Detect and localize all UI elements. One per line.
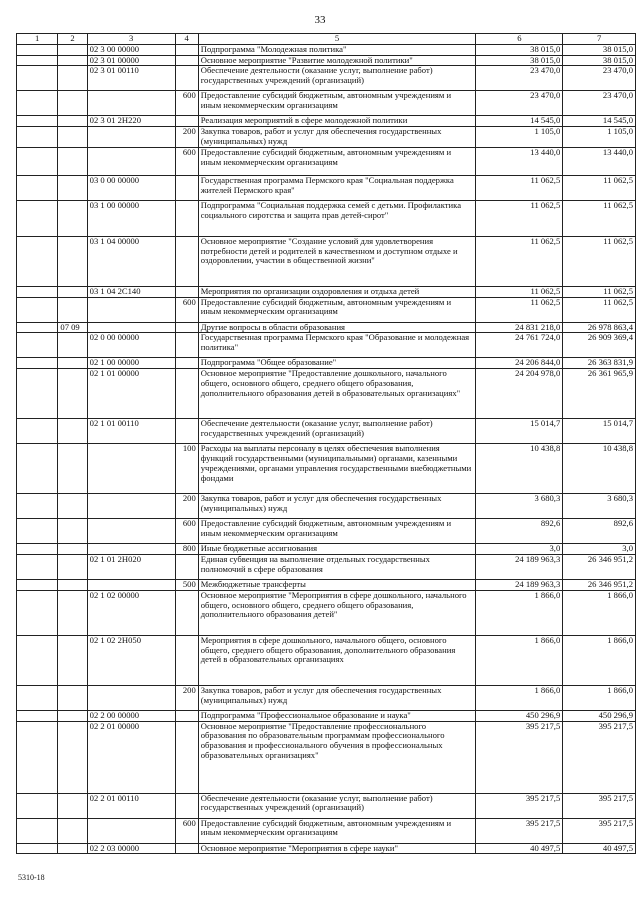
expense-type-cell: 200 [175,685,198,710]
amount-2019-cell: 24 189 963,3 [476,579,563,590]
expense-type-cell [175,721,198,793]
description-cell: Предоставление субсидий бюджетным, автономным учреждениям и иным некоммерческим организациям [198,147,476,175]
section-cell [17,544,58,555]
section-cell [17,444,58,494]
description-cell: Предоставление субсидий бюджетным, автономным учреждениям и иным некоммерческим организациям [198,818,476,843]
subsection-cell [58,44,87,55]
page-number: 33 [314,14,326,26]
subsection-cell [58,721,87,793]
amount-2019-cell: 23 470,0 [476,91,563,116]
description-cell: Подпрограмма "Молодежная политика" [198,44,476,55]
target-code-cell [87,579,175,590]
subsection-cell [58,200,87,236]
amount-2020-cell: 3,0 [563,544,636,555]
amount-2020-cell: 11 062,5 [563,200,636,236]
expense-type-cell: 600 [175,818,198,843]
table-row [17,236,636,286]
section-cell [17,91,58,116]
subsection-cell [58,286,87,297]
target-code-cell: 02 1 01 00000 [87,369,175,419]
subsection-cell [58,793,87,818]
target-code-cell [87,91,175,116]
target-code-cell: 02 3 00 00000 [87,44,175,55]
table-row [17,793,636,818]
table-row [17,358,636,369]
section-cell [17,322,58,333]
section-cell [17,286,58,297]
table-row [17,147,636,175]
subsection-cell [58,66,87,91]
target-code-cell: 02 1 01 2Н020 [87,554,175,579]
description-cell: Иные бюджетные ассигнования [198,544,476,555]
section-cell [17,494,58,519]
expense-type-cell [175,66,198,91]
expense-type-cell [175,175,198,200]
amount-2020-cell: 11 062,5 [563,297,636,322]
description-cell: Предоставление субсидий бюджетным, автономным учреждениям и иным некоммерческим организациям [198,519,476,544]
description-cell: Обеспечение деятельности (оказание услуг, выполнение работ) государственных учреждений (организаций) [198,793,476,818]
amount-2020-cell: 1 866,0 [563,590,636,635]
expense-type-cell [175,554,198,579]
amount-2020-cell: 26 361 965,9 [563,369,636,419]
table-row [17,519,636,544]
description-cell: Государственная программа Пермского края "Социальная поддержка жителей Пермского края" [198,175,476,200]
subsection-cell [58,685,87,710]
table-row [17,444,636,494]
description-cell: Другие вопросы в области образования [198,322,476,333]
target-code-cell [87,544,175,555]
expense-type-cell [175,55,198,66]
table-row [17,116,636,127]
amount-2019-cell: 3,0 [476,544,563,555]
amount-2019-cell: 450 296,9 [476,710,563,721]
amount-2019-cell: 11 062,5 [476,236,563,286]
amount-2020-cell: 40 497,5 [563,843,636,854]
description-cell: Основное мероприятие "Создание условий для удовлетворения потребности детей и родителей в качественном и доступном отдыхе и оздоровлении, участии в общественной жизни" [198,236,476,286]
header-col-5: 5 [198,34,476,45]
table-row [17,721,636,793]
description-cell: Реализация мероприятий в сфере молодежной политики [198,116,476,127]
table-row [17,494,636,519]
expense-type-cell [175,44,198,55]
subsection-cell [58,444,87,494]
expense-type-cell: 600 [175,519,198,544]
subsection-cell [58,818,87,843]
description-cell: Мероприятия в сфере дошкольного, начального общего, основного общего, среднего общего образования, дополнительного образования детей в образовательных организациях [198,635,476,685]
expense-type-cell [175,200,198,236]
subsection-cell [58,116,87,127]
subsection-cell [58,419,87,444]
expense-type-cell: 600 [175,297,198,322]
amount-2020-cell: 11 062,5 [563,286,636,297]
table-row [17,127,636,148]
amount-2019-cell: 892,6 [476,519,563,544]
amount-2020-cell: 13 440,0 [563,147,636,175]
amount-2020-cell: 26 363 831,9 [563,358,636,369]
subsection-cell [58,554,87,579]
section-cell [17,333,58,358]
description-cell: Закупка товаров, работ и услуг для обеспечения государственных (муниципальных) нужд [198,494,476,519]
expense-type-cell [175,236,198,286]
expense-type-cell [175,286,198,297]
description-cell: Основное мероприятие "Мероприятия в сфере дошкольного, начального общего, основного общего, среднего общего образования, дополнительного образования детей" [198,590,476,635]
amount-2020-cell: 11 062,5 [563,175,636,200]
amount-2020-cell: 38 015,0 [563,55,636,66]
target-code-cell: 02 1 00 00000 [87,358,175,369]
description-cell: Межбюджетные трансферты [198,579,476,590]
header-col-4: 4 [175,34,198,45]
table-header-row [17,34,636,45]
expense-type-cell: 200 [175,127,198,148]
description-cell: Мероприятия по организации оздоровления и отдыха детей [198,286,476,297]
amount-2020-cell: 10 438,8 [563,444,636,494]
amount-2020-cell: 892,6 [563,519,636,544]
section-cell [17,127,58,148]
table-row [17,369,636,419]
subsection-cell [58,369,87,419]
section-cell [17,369,58,419]
table-row [17,200,636,236]
description-cell: Подпрограмма "Социальная поддержка семей с детьми. Профилактика социального сиротства и защита прав детей-сирот" [198,200,476,236]
subsection-cell [58,519,87,544]
header-col-7: 7 [563,34,636,45]
amount-2019-cell: 24 761 724,0 [476,333,563,358]
amount-2019-cell: 38 015,0 [476,55,563,66]
section-cell [17,66,58,91]
expense-type-cell [175,590,198,635]
amount-2020-cell: 26 978 863,4 [563,322,636,333]
table-row [17,91,636,116]
section-cell [17,843,58,854]
expense-type-cell: 600 [175,91,198,116]
amount-2019-cell: 395 217,5 [476,818,563,843]
table-row [17,579,636,590]
amount-2020-cell: 14 545,0 [563,116,636,127]
subsection-cell [58,635,87,685]
table-row [17,635,636,685]
subsection-cell [58,91,87,116]
subsection-cell [58,710,87,721]
section-cell [17,419,58,444]
target-code-cell: 02 2 01 00000 [87,721,175,793]
section-cell [17,44,58,55]
target-code-cell: 02 3 01 00000 [87,55,175,66]
amount-2019-cell: 13 440,0 [476,147,563,175]
footer-code: 5310-18 [18,873,45,882]
subsection-cell [58,127,87,148]
section-cell [17,818,58,843]
subsection-cell [58,579,87,590]
amount-2019-cell: 40 497,5 [476,843,563,854]
section-cell [17,200,58,236]
section-cell [17,635,58,685]
subsection-cell [58,843,87,854]
description-cell: Предоставление субсидий бюджетным, автономным учреждениям и иным некоммерческим организациям [198,91,476,116]
expense-type-cell: 200 [175,494,198,519]
target-code-cell [87,685,175,710]
amount-2020-cell: 1 866,0 [563,685,636,710]
amount-2019-cell: 38 015,0 [476,44,563,55]
table-row [17,685,636,710]
subsection-cell [58,544,87,555]
description-cell: Расходы на выплаты персоналу в целях обеспечения выполнения функций государственными (муниципальными) органами, казенными учреждениями, органами управления государственными внебюджетными фондами [198,444,476,494]
description-cell: Предоставление субсидий бюджетным, автономным учреждениям и иным некоммерческим организациям [198,297,476,322]
target-code-cell [87,444,175,494]
description-cell: Подпрограмма "Общее образование" [198,358,476,369]
table-row [17,554,636,579]
section-cell [17,721,58,793]
description-cell: Закупка товаров, работ и услуг для обеспечения государственных (муниципальных) нужд [198,685,476,710]
description-cell: Государственная программа Пермского края "Образование и молодежная политика" [198,333,476,358]
section-cell [17,116,58,127]
subsection-cell [58,494,87,519]
description-cell: Обеспечение деятельности (оказание услуг, выполнение работ) государственных учреждений (организаций) [198,419,476,444]
amount-2020-cell: 395 217,5 [563,793,636,818]
expense-type-cell: 600 [175,147,198,175]
expense-type-cell [175,635,198,685]
target-code-cell: 03 1 04 00000 [87,236,175,286]
table-row [17,44,636,55]
description-cell: Основное мероприятие "Развитие молодежной политики" [198,55,476,66]
amount-2020-cell: 3 680,3 [563,494,636,519]
expense-type-cell [175,358,198,369]
table-row [17,544,636,555]
header-col-2: 2 [58,34,87,45]
subsection-cell [58,55,87,66]
amount-2020-cell: 26 909 369,4 [563,333,636,358]
target-code-cell: 02 0 00 00000 [87,333,175,358]
amount-2020-cell: 395 217,5 [563,818,636,843]
expense-type-cell [175,793,198,818]
subsection-cell: 07 09 [58,322,87,333]
amount-2020-cell: 1 105,0 [563,127,636,148]
table-row [17,843,636,854]
target-code-cell [87,297,175,322]
description-cell: Основное мероприятие "Предоставление дошкольного, начального общего, основного общего, среднего общего образования, дополнительного образования детей в образовательных организациях" [198,369,476,419]
description-cell: Закупка товаров, работ и услуг для обеспечения государственных (муниципальных) нужд [198,127,476,148]
target-code-cell: 02 2 01 00110 [87,793,175,818]
subsection-cell [58,590,87,635]
amount-2020-cell: 26 346 951,2 [563,579,636,590]
section-cell [17,710,58,721]
amount-2019-cell: 1 866,0 [476,635,563,685]
target-code-cell [87,818,175,843]
subsection-cell [58,358,87,369]
table-row [17,175,636,200]
amount-2019-cell: 14 545,0 [476,116,563,127]
amount-2019-cell: 24 189 963,3 [476,554,563,579]
target-code-cell: 02 2 03 00000 [87,843,175,854]
section-cell [17,590,58,635]
target-code-cell [87,519,175,544]
section-cell [17,175,58,200]
target-code-cell [87,494,175,519]
section-cell [17,685,58,710]
expense-type-cell: 800 [175,544,198,555]
amount-2019-cell: 11 062,5 [476,297,563,322]
target-code-cell: 02 2 00 00000 [87,710,175,721]
amount-2020-cell: 23 470,0 [563,91,636,116]
target-code-cell: 02 1 02 2Н050 [87,635,175,685]
target-code-cell: 02 1 02 00000 [87,590,175,635]
section-cell [17,147,58,175]
expense-type-cell [175,710,198,721]
amount-2019-cell: 10 438,8 [476,444,563,494]
description-cell: Обеспечение деятельности (оказание услуг, выполнение работ) государственных учреждений (организаций) [198,66,476,91]
description-cell: Единая субвенция на выполнение отдельных государственных полномочий в сфере образования [198,554,476,579]
target-code-cell: 02 3 01 2Н220 [87,116,175,127]
expense-type-cell [175,843,198,854]
amount-2019-cell: 1 866,0 [476,590,563,635]
section-cell [17,358,58,369]
subsection-cell [58,147,87,175]
table-row [17,818,636,843]
section-cell [17,519,58,544]
table-row [17,590,636,635]
expense-type-cell [175,419,198,444]
expense-type-cell: 100 [175,444,198,494]
amount-2020-cell: 395 217,5 [563,721,636,793]
section-cell [17,554,58,579]
section-cell [17,55,58,66]
header-col-6: 6 [476,34,563,45]
amount-2020-cell: 23 470,0 [563,66,636,91]
amount-2019-cell: 11 062,5 [476,286,563,297]
amount-2020-cell: 1 866,0 [563,635,636,685]
table-row [17,55,636,66]
expense-type-cell [175,333,198,358]
target-code-cell: 03 0 00 00000 [87,175,175,200]
table-row [17,322,636,333]
subsection-cell [58,175,87,200]
section-cell [17,793,58,818]
target-code-cell [87,147,175,175]
amount-2019-cell: 1 866,0 [476,685,563,710]
target-code-cell: 02 3 01 00110 [87,66,175,91]
expense-type-cell [175,116,198,127]
section-cell [17,297,58,322]
target-code-cell: 02 1 01 00110 [87,419,175,444]
expense-type-cell: 500 [175,579,198,590]
amount-2019-cell: 3 680,3 [476,494,563,519]
subsection-cell [58,333,87,358]
amount-2019-cell: 23 470,0 [476,66,563,91]
amount-2020-cell: 11 062,5 [563,236,636,286]
amount-2020-cell: 38 015,0 [563,44,636,55]
description-cell: Подпрограмма "Профессиональное образование и наука" [198,710,476,721]
expense-type-cell [175,369,198,419]
section-cell [17,579,58,590]
description-cell: Основное мероприятие "Предоставление профессионального образования по образовательным программам профессионального образования и профессионального обучения в профессиональных образовательных организациях" [198,721,476,793]
amount-2019-cell: 11 062,5 [476,200,563,236]
amount-2020-cell: 450 296,9 [563,710,636,721]
table-row [17,66,636,91]
expense-type-cell [175,322,198,333]
amount-2019-cell: 395 217,5 [476,793,563,818]
amount-2019-cell: 24 204 978,0 [476,369,563,419]
table-row [17,419,636,444]
table-row [17,286,636,297]
amount-2020-cell: 15 014,7 [563,419,636,444]
amount-2019-cell: 15 014,7 [476,419,563,444]
header-col-3: 3 [87,34,175,45]
table-row [17,333,636,358]
amount-2020-cell: 26 346 951,2 [563,554,636,579]
subsection-cell [58,236,87,286]
header-col-1: 1 [17,34,58,45]
table-row [17,710,636,721]
amount-2019-cell: 395 217,5 [476,721,563,793]
target-code-cell [87,322,175,333]
budget-table [16,33,636,854]
subsection-cell [58,297,87,322]
description-cell: Основное мероприятие "Мероприятия в сфере науки" [198,843,476,854]
amount-2019-cell: 24 831 218,0 [476,322,563,333]
table-row [17,297,636,322]
section-cell [17,236,58,286]
target-code-cell: 03 1 04 2С140 [87,286,175,297]
amount-2019-cell: 1 105,0 [476,127,563,148]
amount-2019-cell: 24 206 844,0 [476,358,563,369]
target-code-cell [87,127,175,148]
amount-2019-cell: 11 062,5 [476,175,563,200]
target-code-cell: 03 1 00 00000 [87,200,175,236]
